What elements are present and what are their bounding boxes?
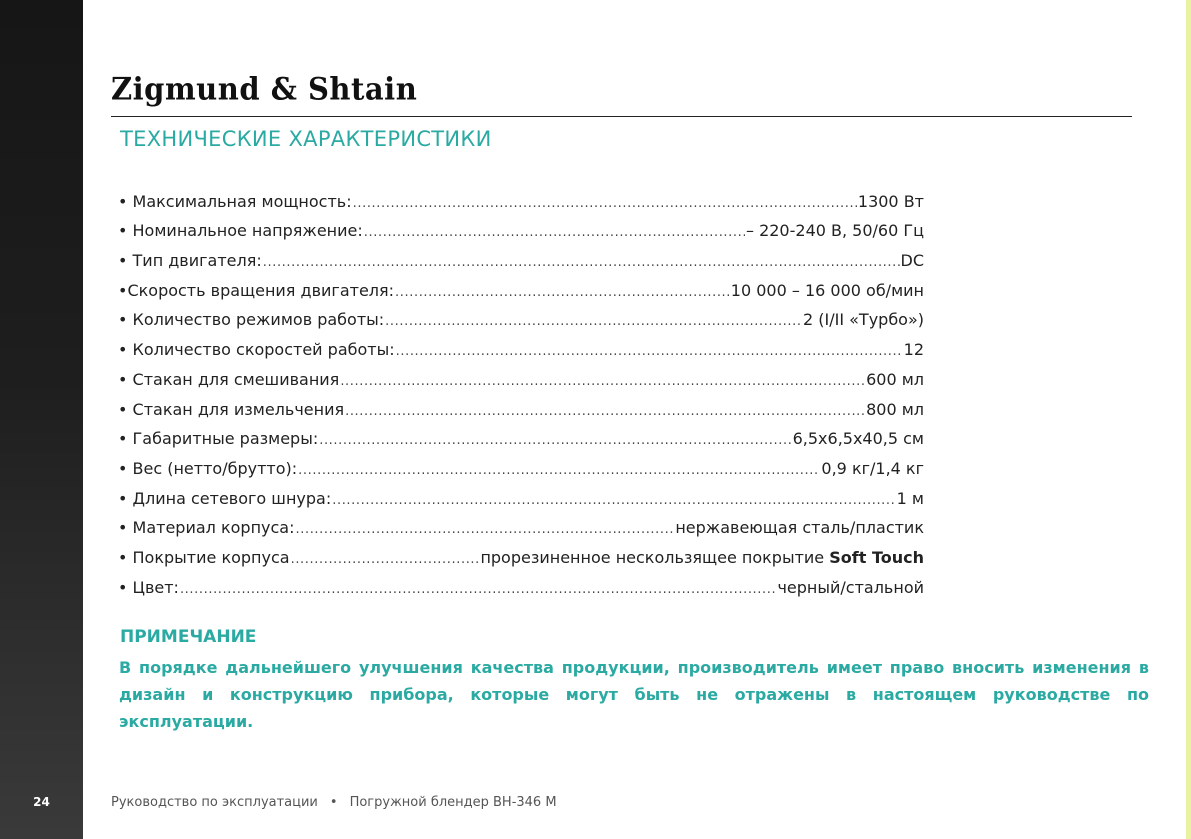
spec-label: • Количество режимов работы: — [118, 310, 385, 330]
footer-separator: • — [329, 795, 338, 810]
leader-dots — [180, 583, 777, 596]
leader-dots — [395, 286, 730, 299]
note-text: В порядке дальнейшего улучшения качества продукции, производитель имеет право вносить изменения в дизайн и конструкцию прибора, которые могут быть не отражены в настоящем руководстве по эксплуатации. — [119, 658, 1149, 731]
spec-row — [118, 272, 924, 302]
spec-row — [118, 480, 924, 510]
spec-value: 6,5х6,5х40,5 см — [792, 429, 924, 449]
spec-label: •Скорость вращения двигателя: — [118, 280, 395, 300]
spec-value: 2 (I/II «Турбо») — [802, 310, 924, 330]
spec-label: • Номинальное напряжение: — [118, 221, 363, 241]
spec-value: 1300 Вт — [857, 191, 924, 211]
leader-dots — [291, 553, 480, 566]
leader-dots — [340, 375, 865, 388]
spec-label: • Количество скоростей работы: — [118, 340, 395, 360]
spec-value: – 220-240 В, 50/60 Гц — [745, 221, 924, 241]
spec-label: • Максимальная мощность: — [118, 191, 352, 211]
spec-label: • Материал корпуса: — [118, 518, 295, 538]
leader-dots — [345, 405, 865, 418]
spec-value: 10 000 – 16 000 об/мин — [730, 280, 924, 300]
leader-dots — [396, 345, 903, 358]
spec-label: • Стакан для измельчения — [118, 399, 345, 419]
spec-label: • Тип двигателя: — [118, 251, 262, 271]
spec-row — [118, 421, 924, 451]
spec-value: нержавеющая сталь/пластик — [675, 518, 924, 538]
spec-value — [480, 547, 924, 567]
right-accent-stripe — [1186, 0, 1191, 839]
spec-value: 1 м — [896, 488, 924, 508]
spec-value: 12 — [903, 340, 924, 360]
leader-dots — [385, 315, 802, 328]
spec-label: • Покрытие корпуса — [118, 547, 290, 567]
leader-dots — [296, 523, 675, 536]
spec-list — [118, 183, 924, 599]
spec-row — [118, 213, 924, 243]
leader-dots — [298, 464, 820, 477]
brand-logo: Zigmund & Shtain — [111, 71, 418, 107]
leader-dots — [319, 434, 791, 447]
footer-product-label: Погружной блендер BH-346 M — [349, 795, 557, 810]
spec-value-text: прорезиненное нескользящее покрытие — [480, 547, 825, 567]
spec-value: 600 мл — [866, 369, 924, 389]
spec-value: черный/стальной — [777, 577, 924, 597]
footer — [111, 795, 557, 810]
spec-label: • Вес (нетто/брутто): — [118, 458, 298, 478]
leader-dots — [263, 256, 900, 269]
spec-label: • Габаритные размеры: — [118, 429, 319, 449]
spec-label: • Длина сетевого шнура: — [118, 488, 332, 508]
section-title: ТЕХНИЧЕСКИЕ ХАРАКТЕРИСТИКИ — [120, 127, 492, 151]
leader-dots — [353, 197, 857, 210]
leader-dots — [364, 226, 745, 239]
page-number: 24 — [33, 795, 50, 809]
spec-row — [118, 331, 924, 361]
spec-row — [118, 510, 924, 540]
footer-manual-label: Руководство по эксплуатации — [111, 795, 318, 810]
spec-row — [118, 539, 924, 569]
left-sidebar — [0, 0, 83, 839]
spec-row — [118, 242, 924, 272]
spec-row — [118, 361, 924, 391]
spec-value: 800 мл — [866, 399, 924, 419]
note-title: ПРИМЕЧАНИЕ — [120, 627, 257, 647]
leader-dots — [332, 494, 895, 507]
header-divider — [111, 116, 1132, 117]
spec-row — [118, 183, 924, 213]
spec-row — [118, 450, 924, 480]
spec-label: • Стакан для смешивания — [118, 369, 340, 389]
spec-value-bold: Soft Touch — [829, 547, 924, 567]
spec-row — [118, 391, 924, 421]
spec-row — [118, 302, 924, 332]
spec-label: • Цвет: — [118, 577, 179, 597]
spec-row — [118, 569, 924, 599]
spec-value: DC — [900, 251, 924, 271]
spec-value: 0,9 кг/1,4 кг — [821, 458, 924, 478]
